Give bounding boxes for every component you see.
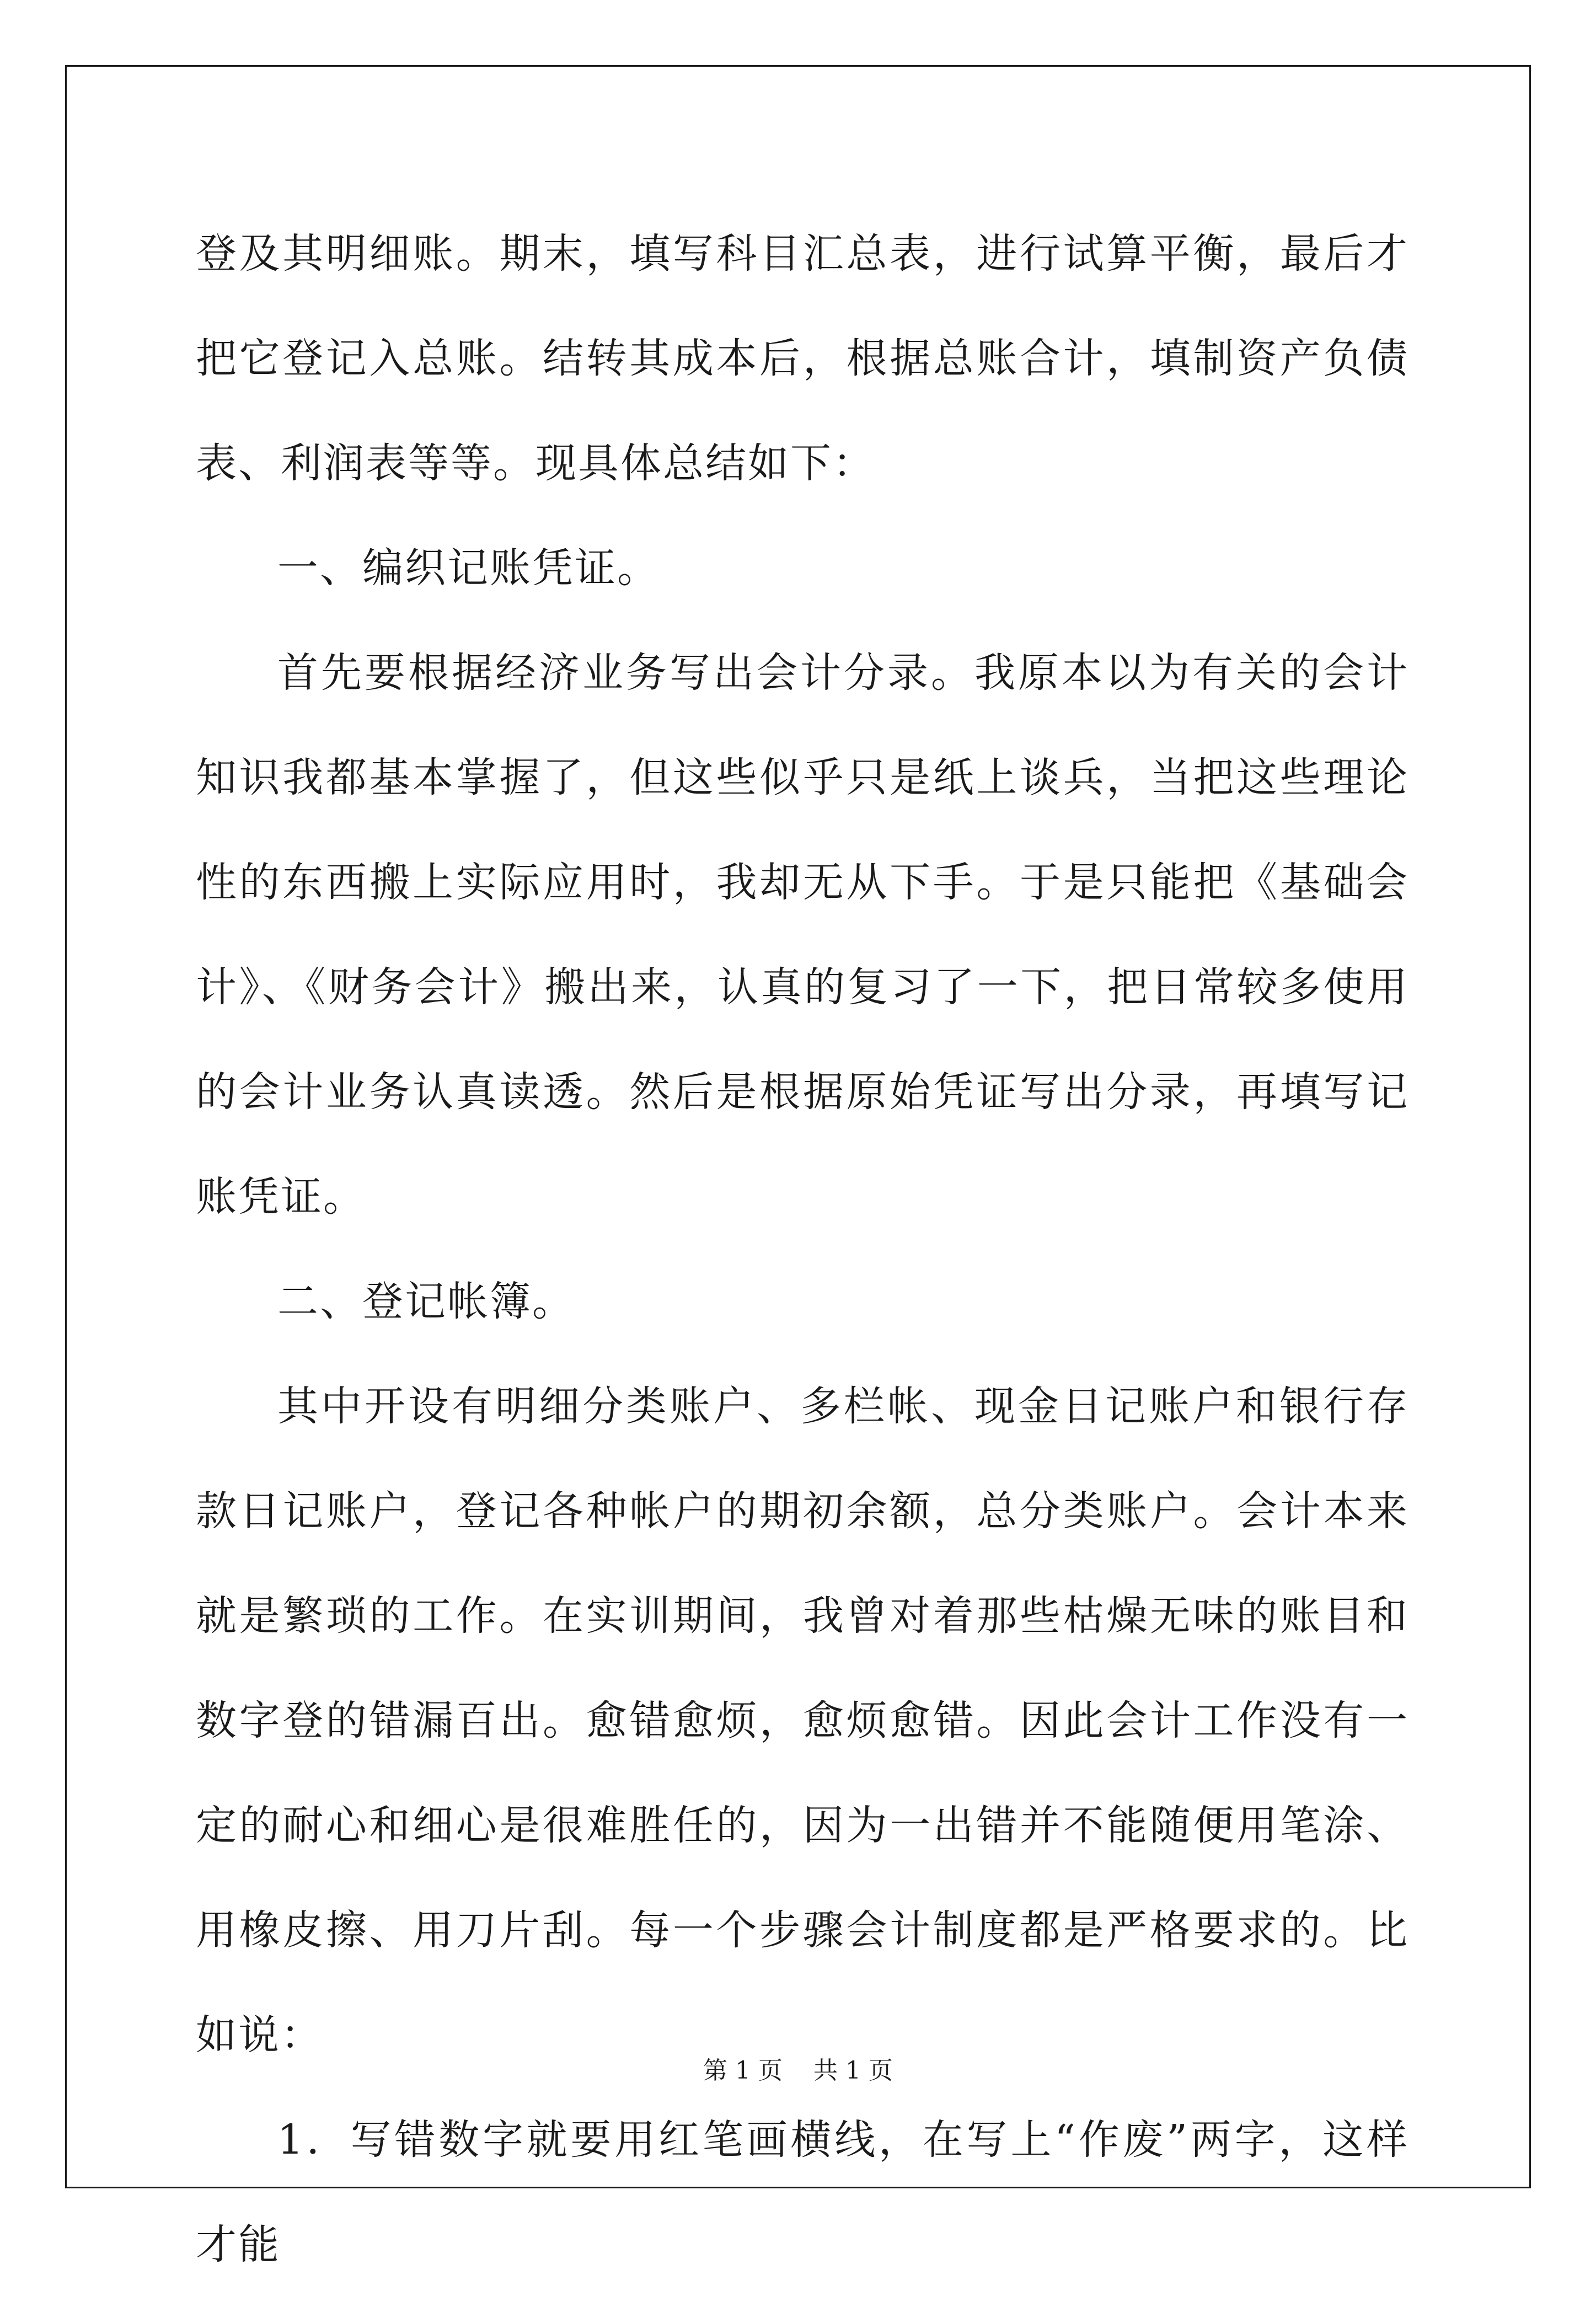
paragraph-vouchers: 首先要根据经济业务写出会计分录。我原本以为有关的会计知识我都基本掌握了，但这些似乎只是纸上谈兵，当把这些理论性的东西搬上实际应用时，我却无从下手。于是只能把《基础会计》、《财务会计》搬出来，认真的复习了一下，把日常较多使用的会计业务认真读透。然后是根据原始凭证写出分录，再填写记账凭证。 xyxy=(196,649,1409,1220)
section-heading-2: 二、登记帐簿。 xyxy=(277,1278,575,1325)
paragraph-ledgers: 其中开设有明细分类账户、多栏帐、现金日记账户和银行存款日记账户，登记各种帐户的期初余额，总分类账户。会计本来就是繁琐的工作。在实训期间，我曾对着那些枯燥无味的账目和数字登的错漏百出。愈错愈烦，愈烦愈错。因此会计工作没有一定的耐心和细心是很难胜任的，因为一出错并不能随便用笔涂、用橡皮擦、用刀片刮。每一个步骤会计制度都是严格要求的。比如说： xyxy=(196,1383,1409,2059)
document-body xyxy=(196,201,1409,2297)
numbered-item-1: 1．写错数字就要用红笔画横线，在写上“作废”两字，这样才能 xyxy=(196,2116,1409,2268)
paragraph-continuation: 登及其明细账。期末，填写科目汇总表，进行试算平衡，最后才把它登记入总账。结转其成本后，根据总账合计，填制资产负债表、利润表等等。现具体总结如下： xyxy=(196,230,1409,487)
section-heading-1: 一、编织记账凭证。 xyxy=(277,544,660,592)
page-footer: 第 1 页 共 1 页 xyxy=(703,2057,893,2085)
